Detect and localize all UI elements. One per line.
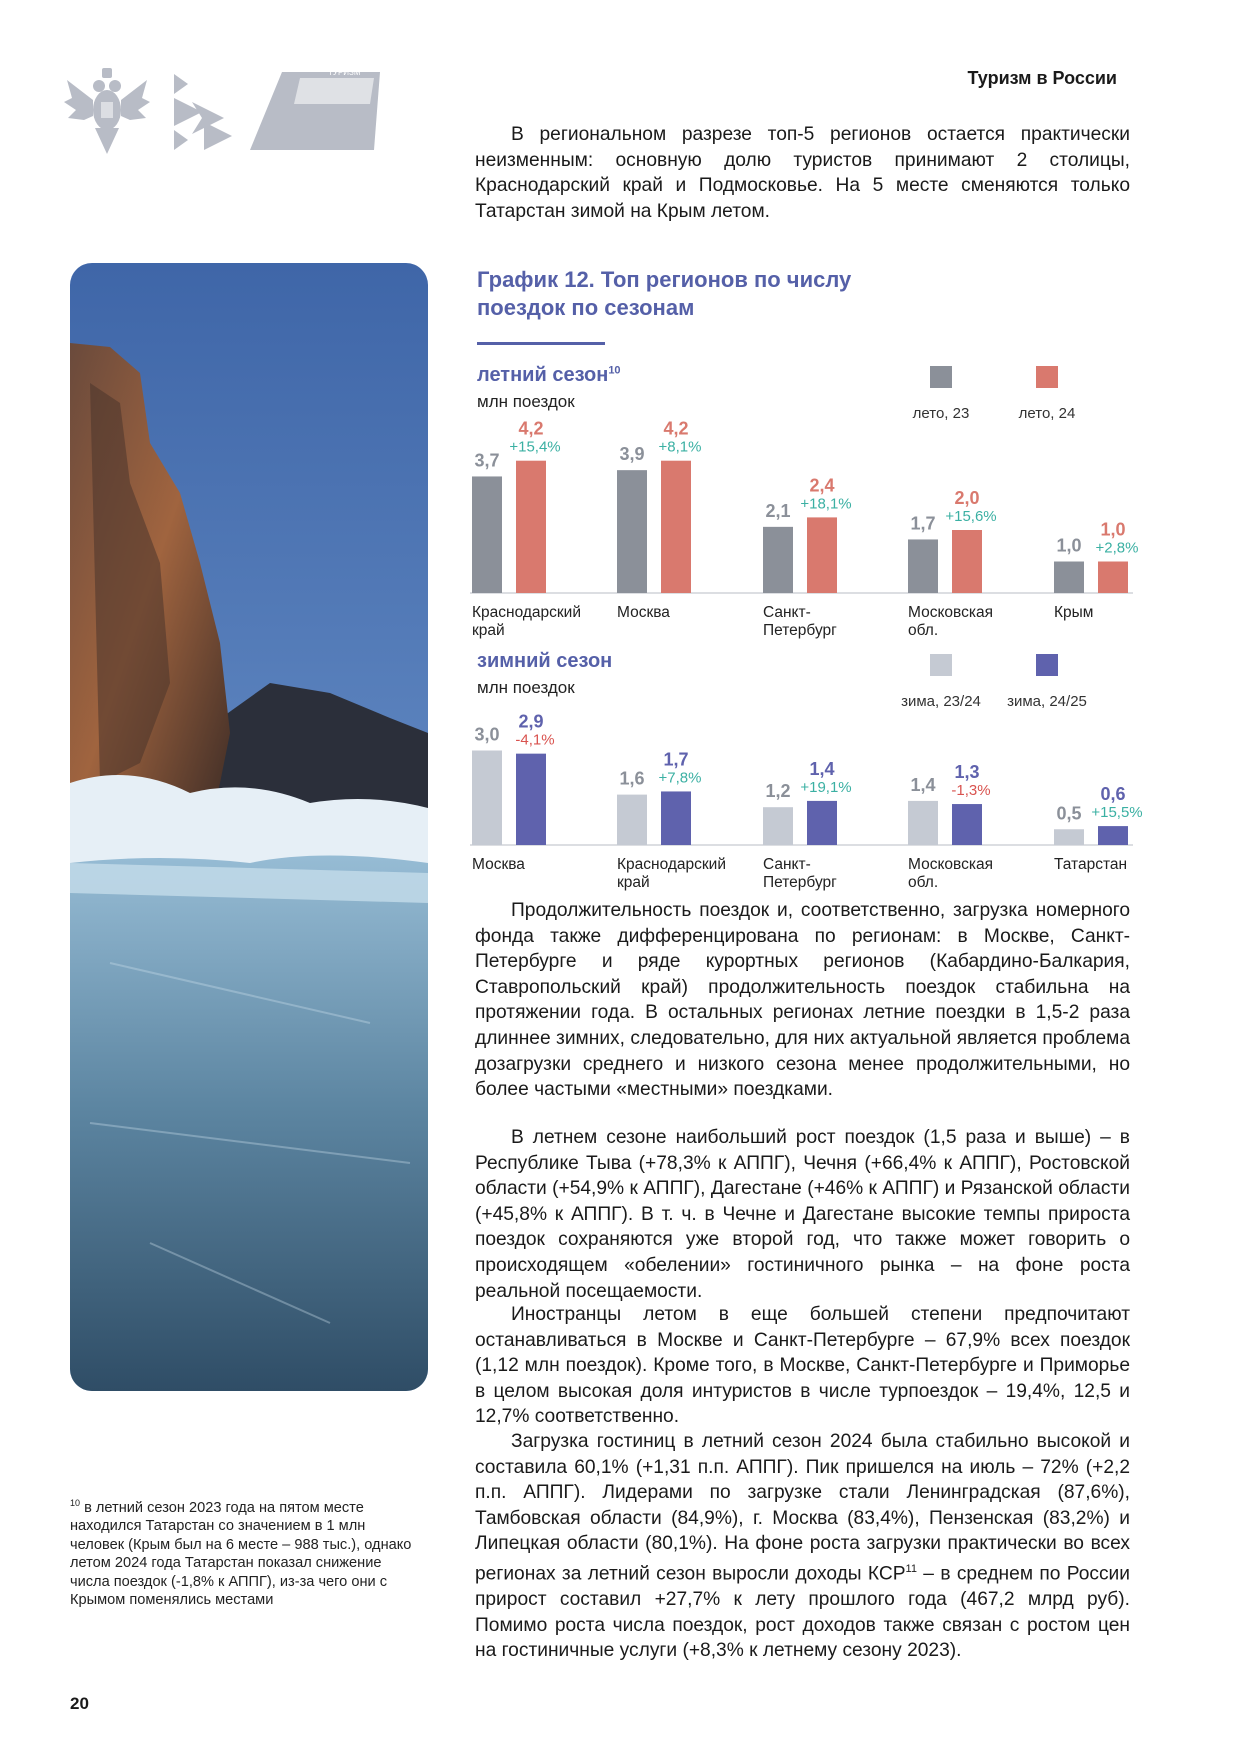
bar — [472, 476, 502, 593]
change-label: -4,1% — [515, 731, 555, 749]
intro-paragraph: В региональном разрезе топ-5 регионов остается практически неизменным: основную долю туристов принимают 2 столицы, Краснодарский край и Подмосковье. На 5 месте сменяются только Татарстан зимой на Крым летом. — [475, 124, 1130, 222]
summer-unit: млн поездок — [477, 392, 575, 411]
bar — [908, 539, 938, 593]
category-label: Краснодарский — [617, 856, 726, 873]
body-paragraph: Загрузка гостиниц в летний сезон 2024 была стабильно высокой и составила 60,1% (+1,31 п.п. АППГ). Пик пришелся на июль – 72% (+2,2 п.п. АППГ). Лидерами по загрузке стали Ленинградская (87,6%), Тамбовская области (84,9%), г. Москва (83,4%), Пензенская (83,2%) и Липецкая области (80,1%). На фоне роста загрузки практически во всех регионах за летний сезон выросли доходы КСР$^{11}$ – в среднем по России прирост составил +27,7% к лету прошлого года (467,2 млрд руб). Помимо роста числа поездок, рост доходов также связан с ростом цен на гостиничные услуги (+8,3% к летнему сезону 2023). — [475, 1431, 1130, 1662]
bar — [661, 791, 691, 845]
data-label: 1,7 — [663, 749, 689, 770]
bar — [661, 461, 691, 593]
category-label: обл. — [908, 622, 939, 639]
category-label: край — [617, 874, 650, 891]
bar — [807, 801, 837, 845]
legend-swatch — [1036, 654, 1058, 676]
bar — [617, 795, 647, 845]
body-paragraph: Продолжительность поездок и, соответственно, загрузка номерного фонда также дифференцирована по регионам: в Москве, Санкт-Петербурге и ряде курортных регионов (Кабардино-Балкария, Ставропольский край) продолжительность поездок стабильна на протяжении года. В остальных регионах летние поездки в 1,5-2 раза длиннее зимних, следовательно, для них актуальной является проблема дозагрузки среднего и низкого сезона менее продолжительными, но более частыми «местными» поездками. — [475, 900, 1130, 1101]
winter-unit: млн поездок — [477, 678, 575, 697]
body-paragraph: В летнем сезоне наибольший рост поездок (1,5 раза и выше) – в Республике Тыва (+78,3% к АППГ), Чечня (+66,4% к АППГ), Ростовской области (+54,9% к АППГ), Дагестане (+46% к АППГ) и Рязанской области (+45,8% к АППГ). В т. ч. в Чечне и Дагестане высокие темпы прироста поездок сохраняются уже второй год, что также может говорить о происходящем «обелении» гостиничного рынка – на фоне роста реальной посещаемости. — [475, 1127, 1130, 1302]
category-label: Московская — [908, 604, 993, 621]
category-label: Петербург — [763, 874, 837, 891]
bar — [516, 461, 546, 593]
data-label: 1,0 — [1100, 519, 1126, 540]
bar — [763, 807, 793, 845]
data-label: 1,6 — [619, 768, 645, 789]
category-label: Петербург — [763, 622, 837, 639]
data-label: 1,7 — [910, 513, 936, 534]
change-label: +18,1% — [800, 495, 852, 513]
category-label: Московская — [908, 856, 993, 873]
legend-label: зима, 24/25 — [1007, 693, 1087, 710]
chart-title: График 12. Топ регионов по числу поездок по сезонам — [477, 267, 852, 320]
data-label: 4,2 — [663, 418, 689, 439]
change-label: +2,8% — [1095, 539, 1139, 557]
category-label: Санкт- — [763, 604, 811, 621]
winter-season-title: зимний сезон — [477, 650, 613, 672]
category-label: Санкт- — [763, 856, 811, 873]
change-label: +15,5% — [1091, 804, 1143, 822]
category-label: Крым — [1054, 604, 1094, 621]
svg-text:ТУРИЗМ: ТУРИЗМ — [328, 68, 361, 77]
category-label: Москва — [472, 856, 525, 873]
footnote: $^{10}$ в летний сезон 2023 года на пятом месте находился Татарстан со значением в 1 млн человек (Крым был на 6 месте – 988 тыс.), однако летом 2024 года Татарстан показал снижение числа поездок (-1,8% к АППГ), из-за чего они с Крымом поменялись местами — [70, 1498, 412, 1609]
bar — [1098, 826, 1128, 845]
data-label: 0,5 — [1056, 803, 1082, 824]
legend-label: лето, 23 — [912, 405, 970, 422]
category-label: обл. — [908, 874, 939, 891]
category-label: Краснодарский — [472, 604, 581, 621]
data-label: 4,2 — [518, 418, 544, 439]
bar — [763, 527, 793, 593]
legend-swatch — [1036, 366, 1058, 388]
data-label: 1,4 — [910, 774, 936, 795]
data-label: 1,4 — [809, 758, 835, 779]
data-label: 0,6 — [1100, 784, 1126, 805]
bar — [516, 754, 546, 845]
header-title: Туризм в России — [967, 68, 1117, 88]
bar — [908, 801, 938, 845]
change-label: +15,6% — [945, 508, 997, 525]
change-label: +8,1% — [658, 438, 702, 456]
bar — [472, 751, 502, 846]
bar — [952, 530, 982, 593]
data-label: 1,3 — [954, 762, 980, 783]
legend-swatch — [930, 366, 952, 388]
bar — [807, 517, 837, 593]
data-label: 2,9 — [518, 711, 544, 732]
summer-season-title: летний сезон$^{10}$ — [477, 364, 621, 386]
change-label: +7,8% — [658, 769, 702, 787]
bar — [952, 804, 982, 845]
bar — [617, 470, 647, 593]
change-label: +19,1% — [800, 778, 852, 796]
data-label: 2,1 — [765, 500, 791, 521]
data-label: 3,0 — [474, 724, 500, 745]
data-label: 2,4 — [809, 475, 835, 496]
body-paragraph: Иностранцы летом в еще большей степени предпочитают останавливаться в Москве и Санкт-Петербурге – 67,9% всех поездок (1,12 млн поездок). Кроме того, в Москве, Санкт-Петербурге и Приморье в целом высокая доля интуристов в числе турпоездок – 19,4%, 12,5 и 12,7% соответственно. — [475, 1304, 1130, 1428]
bar — [1054, 829, 1084, 845]
bar — [1054, 562, 1084, 594]
category-label: край — [472, 622, 505, 639]
legend-swatch — [930, 654, 952, 676]
change-label: -1,3% — [951, 782, 991, 800]
category-label: Татарстан — [1054, 856, 1128, 873]
bar — [1098, 562, 1128, 594]
data-label: 2,0 — [954, 488, 980, 508]
category-label: Москва — [617, 604, 670, 621]
data-label: 3,9 — [619, 444, 645, 465]
data-label: 3,7 — [474, 450, 500, 471]
page-number: 20 — [70, 1694, 89, 1713]
legend-label: зима, 23/24 — [901, 693, 981, 710]
data-label: 1,0 — [1056, 535, 1082, 556]
data-label: 1,2 — [765, 781, 791, 802]
legend-label: лето, 24 — [1018, 405, 1076, 422]
change-label: +15,4% — [509, 438, 561, 456]
